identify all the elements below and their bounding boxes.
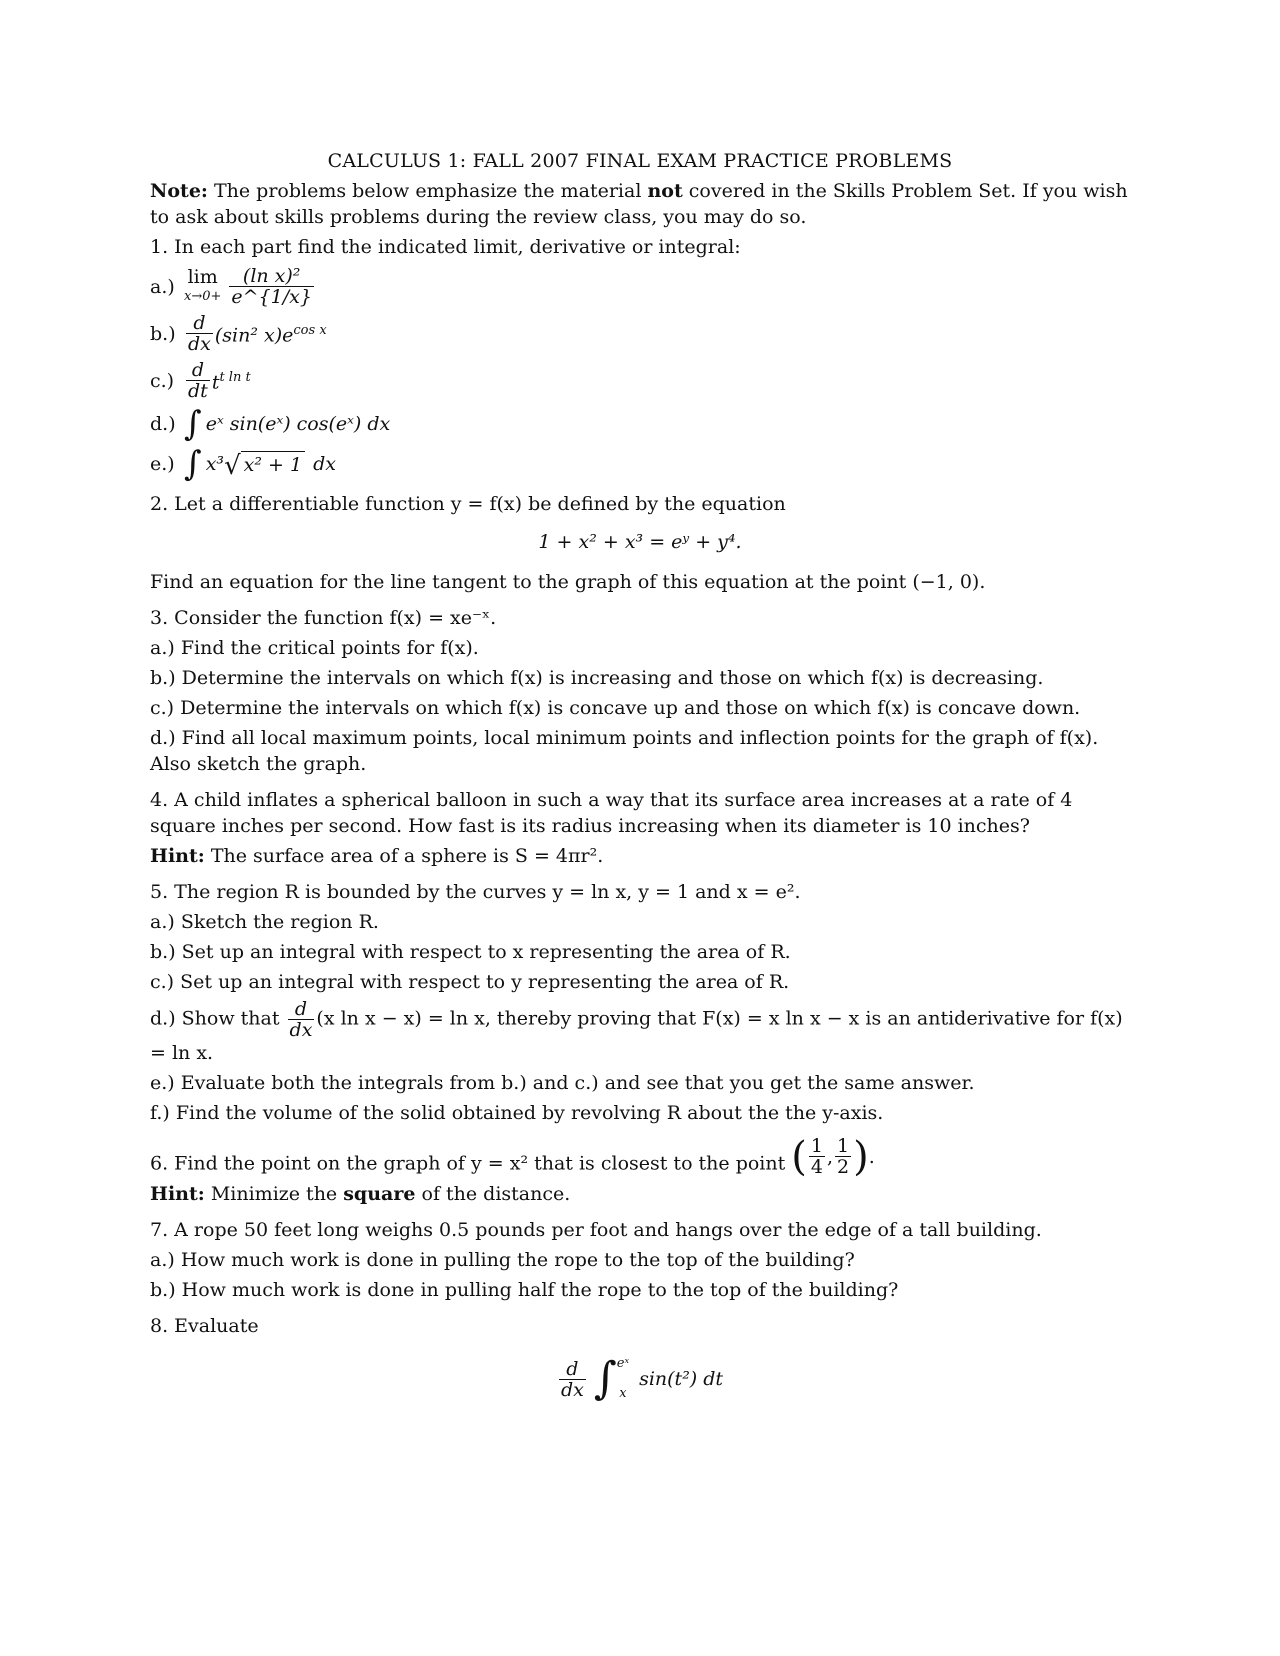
derivative-operator	[559, 1359, 586, 1400]
problem-3c: c.) Determine the intervals on which f(x) is concave up and those on which f(x) is concave down.	[150, 697, 1081, 719]
note-paragraph	[150, 178, 1130, 230]
problem-6-prefix: 6. Find the point on the graph of y = x² that is closest to the point	[150, 1152, 786, 1175]
problem-2-intro: 2. Let a differentiable function y = f(x) be defined by the equation	[150, 493, 786, 515]
integrand: sin(t²) dt	[639, 1368, 724, 1390]
problem-7a: a.) How much work is done in pulling the rope to the top of the building?	[150, 1249, 855, 1271]
problem-5f: f.) Find the volume of the solid obtained by revolving R about the the y-axis.	[150, 1102, 884, 1124]
problem-5e: e.) Evaluate both the integrals from b.) and c.) and see that you get the same answer.	[150, 1072, 975, 1094]
problem-1c	[150, 360, 1130, 401]
problem-1d	[150, 404, 1130, 444]
expr-exponent: t ln t	[219, 370, 251, 386]
lim-subscript: x→0+	[184, 288, 222, 304]
radical-sign: √	[224, 450, 241, 481]
right-paren: )	[853, 1133, 869, 1180]
fraction-denominator: 2	[837, 1156, 850, 1178]
fraction-numerator: (ln x)²	[242, 265, 301, 287]
integral-sign: ∫	[593, 1353, 617, 1404]
problem-5c: c.) Set up an integral with respect to y representing the area of R.	[150, 971, 790, 993]
left-paren: (	[791, 1133, 807, 1180]
hint-label: Hint:	[150, 845, 205, 867]
hint-text: The surface area of a sphere is S = 4πr².	[210, 845, 604, 867]
problem-7-intro: 7. A rope 50 feet long weighs 0.5 pounds per foot and hangs over the edge of a tall building.	[150, 1219, 1042, 1241]
fraction-numerator: d	[294, 998, 308, 1020]
exam-page	[150, 148, 1130, 1421]
derivative-operator	[186, 360, 210, 401]
note-emphasis: not	[647, 180, 683, 202]
problem-5b: b.) Set up an integral with respect to x representing the area of R.	[150, 941, 791, 963]
problem-1e	[150, 444, 1130, 484]
integral-sign: ∫	[184, 444, 202, 484]
x-coordinate	[809, 1136, 825, 1177]
integrand: eˣ sin(eˣ) cos(eˣ) dx	[205, 413, 391, 435]
problem-4-hint	[150, 843, 1130, 869]
problem-8-expression	[150, 1351, 1130, 1407]
square-root	[224, 450, 305, 481]
problem-7b: b.) How much work is done in pulling half the rope to the top of the building?	[150, 1279, 899, 1301]
integrand-prefix: x³	[205, 453, 225, 475]
point-coordinates: ( $\frac{1}{4}$ , $\frac{1}{2}$ ) .	[791, 1133, 875, 1180]
hint-label: Hint:	[150, 1183, 205, 1205]
integral-bounds	[617, 1351, 629, 1407]
fraction-denominator: dx	[289, 1019, 313, 1041]
fraction-numerator: d	[566, 1357, 579, 1380]
limit-operator	[184, 267, 221, 307]
fraction-numerator: d	[191, 359, 204, 381]
problem-2-equation: 1 + x² + x³ = eʸ + y⁴.	[538, 531, 742, 553]
note-text-a: The problems below emphasize the material	[213, 180, 642, 202]
problem-6-text	[150, 1133, 1130, 1180]
derivative-expression	[215, 318, 327, 348]
part-d-rest: (x ln x − x) = ln x, thereby proving that F(x) = x ln x − x is an antiderivative for f(x) = ln x.	[150, 1007, 1123, 1064]
expr-base: (sin² x)e	[214, 324, 294, 347]
problem-3-intro: 3. Consider the function f(x) = xe⁻ˣ.	[150, 607, 497, 629]
note-label: Note:	[150, 180, 208, 202]
lower-bound: x	[619, 1386, 627, 1401]
page-title: CALCULUS 1: FALL 2007 FINAL EXAM PRACTICE PROBLEMS	[327, 150, 953, 172]
hint-emphasis: square	[343, 1183, 416, 1205]
problem-3a: a.) Find the critical points for f(x).	[150, 637, 479, 659]
fraction-denominator: 4	[810, 1156, 823, 1178]
integral-sign: ∫	[184, 404, 202, 444]
fraction-denominator: dx	[560, 1378, 584, 1401]
problem-3b: b.) Determine the intervals on which f(x) is increasing and those on which f(x) is decreasing.	[150, 667, 1044, 689]
lim-text: lim	[187, 265, 218, 288]
problem-5-intro: 5. The region R is bounded by the curves y = ln x, y = 1 and x = e².	[150, 881, 801, 903]
problem-6-hint	[150, 1181, 1130, 1207]
derivative-operator	[186, 313, 213, 354]
problem-1-intro: 1. In each part find the indicated limit, derivative or integral:	[150, 236, 741, 258]
part-label: b.)	[150, 322, 176, 345]
differential: dx	[313, 453, 336, 475]
y-coordinate	[835, 1136, 851, 1177]
problem-8-intro: 8. Evaluate	[150, 1315, 259, 1337]
fraction-numerator: 1	[837, 1135, 850, 1157]
fraction-numerator: d	[193, 312, 206, 334]
part-label: a.)	[150, 275, 175, 298]
fraction-denominator: dt	[188, 380, 208, 402]
problem-4-text: 4. A child inflates a spherical balloon in such a way that its surface area increases at a rate of 4 square inches per second. How fast is its radius increasing when its diameter is 10 inches?	[150, 789, 1073, 837]
derivative-operator	[288, 999, 315, 1040]
expr-base: t	[211, 371, 220, 394]
problem-5a: a.) Sketch the region R.	[150, 911, 379, 933]
limit-fraction	[229, 266, 314, 307]
problem-2-question: Find an equation for the line tangent to the graph of this equation at the point (−1, 0).	[150, 571, 986, 593]
hint-text-a: Minimize the	[210, 1183, 338, 1205]
upper-bound: eˣ	[616, 1356, 630, 1371]
part-label: d.)	[150, 413, 176, 435]
problem-3d: d.) Find all local maximum points, local minimum points and inflection points for the graph of f(x). Also sketch the graph.	[150, 727, 1099, 775]
derivative-expression	[212, 365, 251, 395]
problem-5d	[150, 999, 1130, 1066]
hint-text-b: of the distance.	[421, 1183, 571, 1205]
part-label: e.)	[150, 453, 175, 475]
fraction-denominator: e^{1/x}	[231, 286, 312, 308]
integral-expression	[557, 1351, 723, 1407]
fraction-denominator: dx	[188, 333, 211, 355]
part-label: c.)	[150, 369, 175, 392]
radicand: x² + 1	[241, 451, 305, 478]
part-d-prefix: d.) Show that	[150, 1007, 280, 1030]
note-text-b: covered in the Skills Problem Set. If you wish to ask about skills problems during the review class, you may do so.	[150, 180, 1128, 228]
expr-exponent: cos x	[293, 323, 327, 339]
problem-1b	[150, 313, 1130, 354]
fraction-numerator: 1	[810, 1135, 823, 1157]
problem-1a	[150, 266, 1130, 307]
